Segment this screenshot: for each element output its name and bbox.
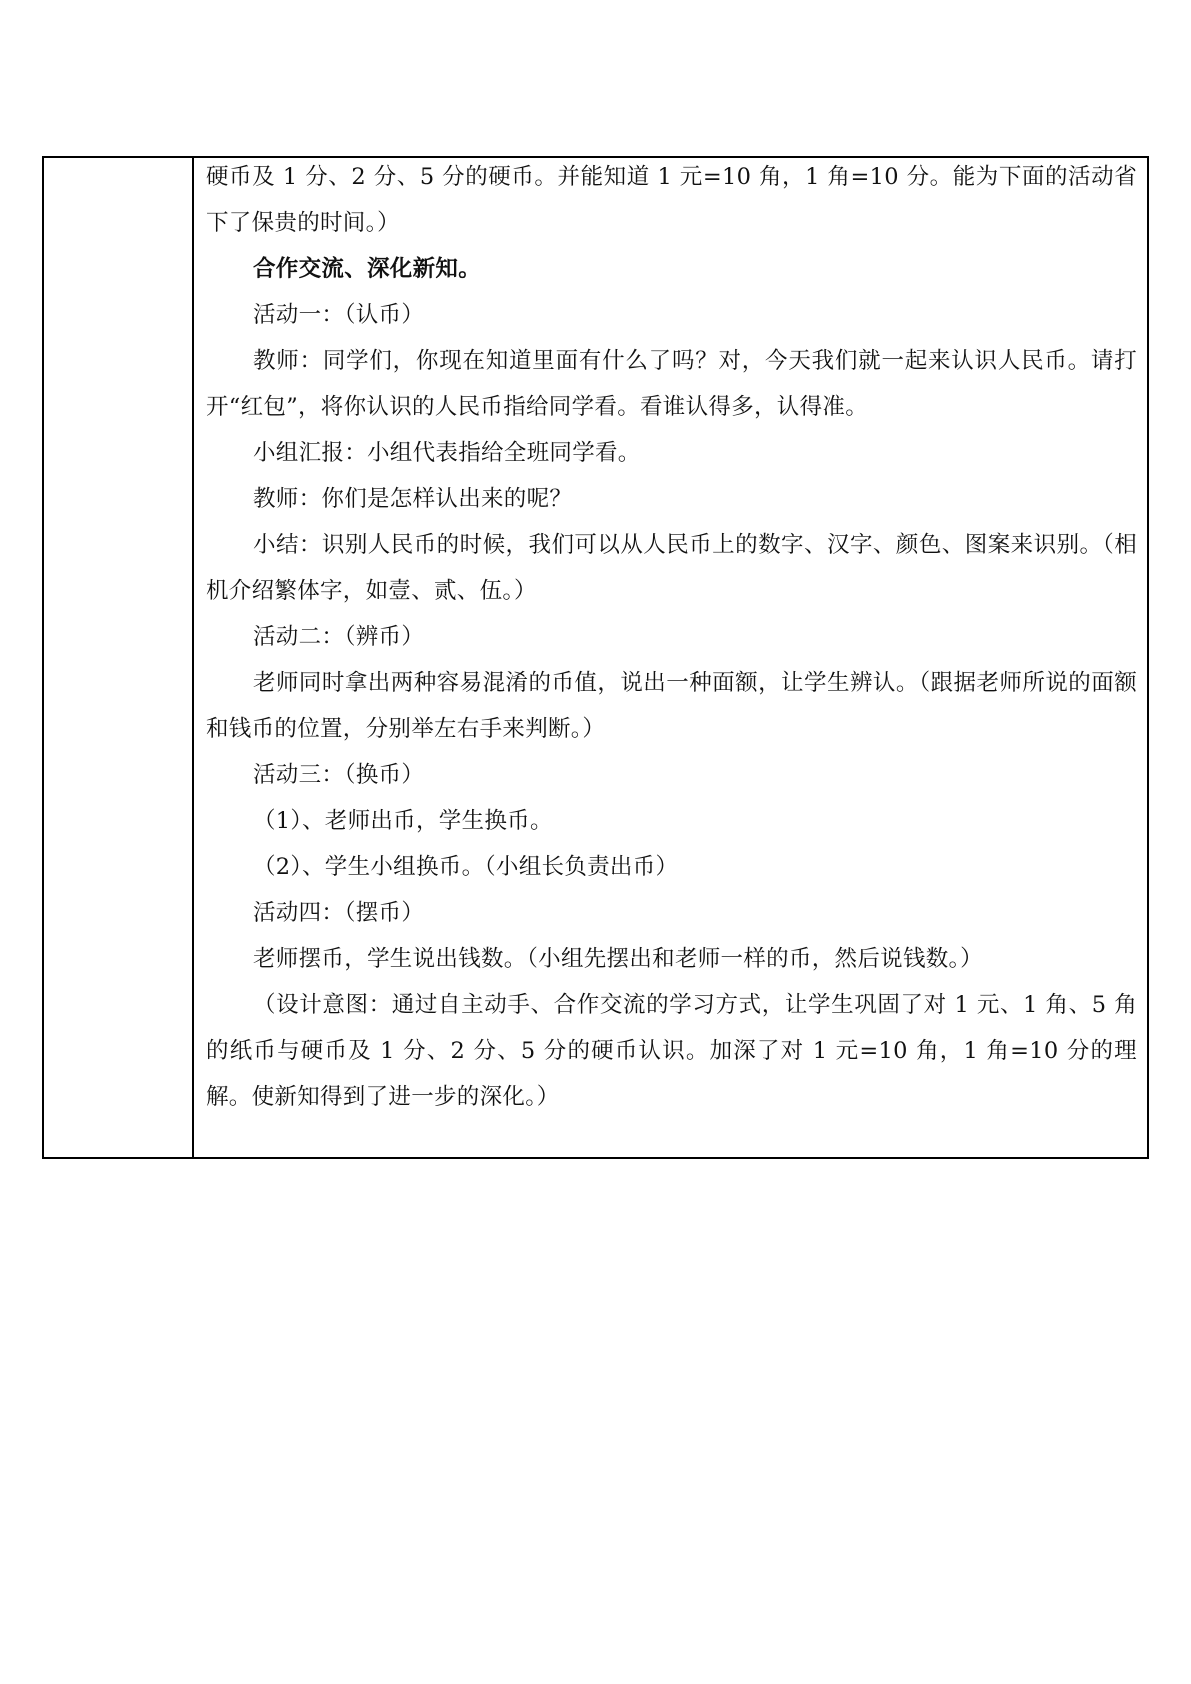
paragraph-summary: 小结：识别人民币的时候，我们可以从人民币上的数字、汉字、颜色、图案来识别。（相机介绍繁体字，如壹、贰、伍。） bbox=[206, 532, 1137, 604]
lesson-plan-table bbox=[42, 156, 1149, 1159]
paragraph-design-intent: （设计意图：通过自主动手、合作交流的学习方式，让学生巩固了对 1 元、1 角、5 角的纸币与硬币及 1 分、2 分、5 分的硬币认识。加深了对 1 元=10 角，1 角=10 分的理解。使新知得到了进一步的深化。） bbox=[206, 992, 1137, 1110]
right-column-cell bbox=[194, 158, 1147, 1157]
activity-two-title: 活动二：（辨币） bbox=[253, 624, 425, 650]
paragraph-group-report: 小组汇报：小组代表指给全班同学看。 bbox=[253, 440, 641, 466]
activity-one-title: 活动一：（认币） bbox=[253, 302, 425, 328]
paragraph-design-note-continued: 硬币及 1 分、2 分、5 分的硬币。并能知道 1 元=10 角，1 角=10 分。能为下面的活动省下了保贵的时间。） bbox=[206, 164, 1137, 236]
section-heading: 合作交流、深化新知。 bbox=[253, 256, 482, 282]
paragraph-distinguish: 老师同时拿出两种容易混淆的币值，说出一种面额，让学生辨认。（跟据老师所说的面额和钱币的位置，分别举左右手来判断。） bbox=[206, 670, 1137, 742]
paragraph-exchange-1: （1）、老师出币，学生换币。 bbox=[253, 808, 553, 834]
activity-four-title: 活动四：（摆币） bbox=[253, 900, 425, 926]
paragraph-teacher-intro: 教师：同学们，你现在知道里面有什么了吗？对，今天我们就一起来认识人民币。请打开“红包”，将你认识的人民币指给同学看。看谁认得多，认得准。 bbox=[206, 348, 1137, 420]
activity-three-title: 活动三：（换币） bbox=[253, 762, 425, 788]
paragraph-teacher-question: 教师：你们是怎样认出来的呢？ bbox=[253, 486, 573, 512]
paragraph-exchange-2: （2）、学生小组换币。（小组长负责出币） bbox=[253, 854, 679, 880]
left-column-cell bbox=[44, 158, 194, 1157]
paragraph-arrange: 老师摆币，学生说出钱数。（小组先摆出和老师一样的币，然后说钱数。） bbox=[253, 946, 983, 972]
